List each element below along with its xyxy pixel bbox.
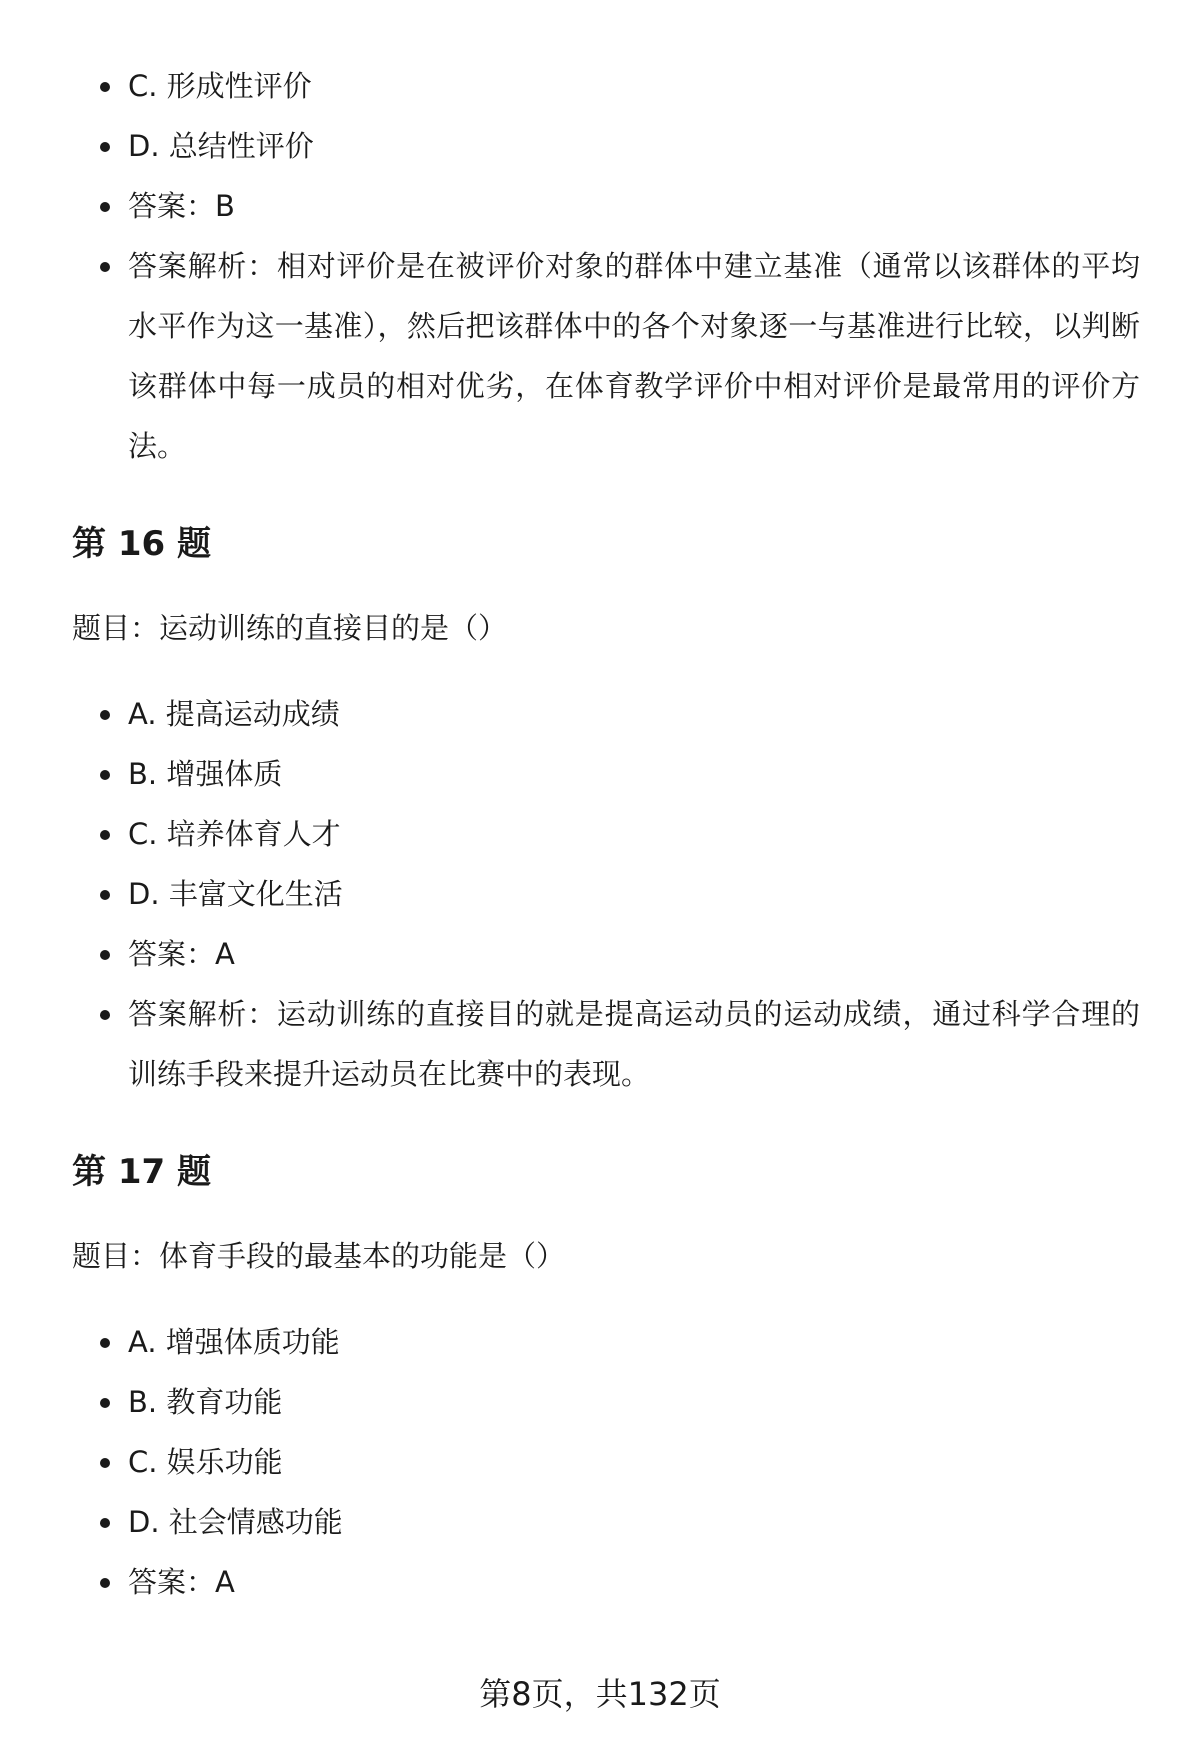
question-options-16 <box>72 684 1140 1104</box>
page-number: 第8页，共132页 <box>479 1675 721 1713</box>
option-b <box>72 1372 1140 1432</box>
bullet-icon <box>100 890 110 900</box>
option-c <box>72 1432 1140 1492</box>
answer-explanation <box>72 984 1140 1104</box>
option-label: B. 教育功能 <box>128 1385 283 1419</box>
explanation-text: 答案解析：相对评价是在被评价对象的群体中建立基准（通常以该群体的平均水平作为这一基准），然后把该群体中的各个对象逐一与基准进行比较，以判断该群体中每一成员的相对优劣，在体育教学评价中相对评价是最常用的评价方法。 <box>128 249 1140 463</box>
question-title-17: 第 17 题 <box>72 1152 211 1192</box>
bullet-icon <box>100 1458 110 1468</box>
bullet-icon <box>100 950 110 960</box>
question-title-16: 第 16 题 <box>72 524 211 564</box>
option-label: C. 形成性评价 <box>128 69 312 103</box>
option-c <box>72 56 1140 116</box>
answer-explanation <box>72 236 1140 476</box>
answer-text: 答案：A <box>128 937 235 971</box>
bullet-icon <box>100 82 110 92</box>
bullet-icon <box>100 710 110 720</box>
answer-text: 答案：B <box>128 189 235 223</box>
option-label: C. 培养体育人才 <box>128 817 341 851</box>
option-label: D. 丰富文化生活 <box>128 877 343 911</box>
bullet-icon <box>100 142 110 152</box>
answer <box>72 1552 1140 1612</box>
prev-question-options <box>72 56 1140 476</box>
bullet-icon <box>100 770 110 780</box>
explanation-text: 答案解析：运动训练的直接目的就是提高运动员的运动成绩，通过科学合理的训练手段来提升运动员在比赛中的表现。 <box>128 997 1140 1091</box>
bullet-icon <box>100 1010 110 1020</box>
document-page <box>72 56 1140 1612</box>
option-d <box>72 116 1140 176</box>
bullet-icon <box>100 1398 110 1408</box>
question-stem-17: 题目：体育手段的最基本的功能是（） <box>72 1239 566 1273</box>
option-b <box>72 744 1140 804</box>
option-label: B. 增强体质 <box>128 757 283 791</box>
option-d <box>72 1492 1140 1552</box>
bullet-icon <box>100 1518 110 1528</box>
option-c <box>72 804 1140 864</box>
bullet-icon <box>100 830 110 840</box>
bullet-icon <box>100 202 110 212</box>
answer <box>72 176 1140 236</box>
bullet-icon <box>100 262 110 272</box>
page-footer <box>0 1672 1200 1716</box>
option-label: D. 总结性评价 <box>128 129 314 163</box>
option-label: A. 增强体质功能 <box>128 1325 340 1359</box>
bullet-icon <box>100 1338 110 1348</box>
answer <box>72 924 1140 984</box>
answer-text: 答案：A <box>128 1565 235 1599</box>
option-d <box>72 864 1140 924</box>
option-a <box>72 1312 1140 1372</box>
bullet-icon <box>100 1578 110 1588</box>
question-options-17 <box>72 1312 1140 1612</box>
option-label: C. 娱乐功能 <box>128 1445 283 1479</box>
option-label: D. 社会情感功能 <box>128 1505 343 1539</box>
option-label: A. 提高运动成绩 <box>128 697 340 731</box>
question-stem-16: 题目：运动训练的直接目的是（） <box>72 611 508 645</box>
option-a <box>72 684 1140 744</box>
